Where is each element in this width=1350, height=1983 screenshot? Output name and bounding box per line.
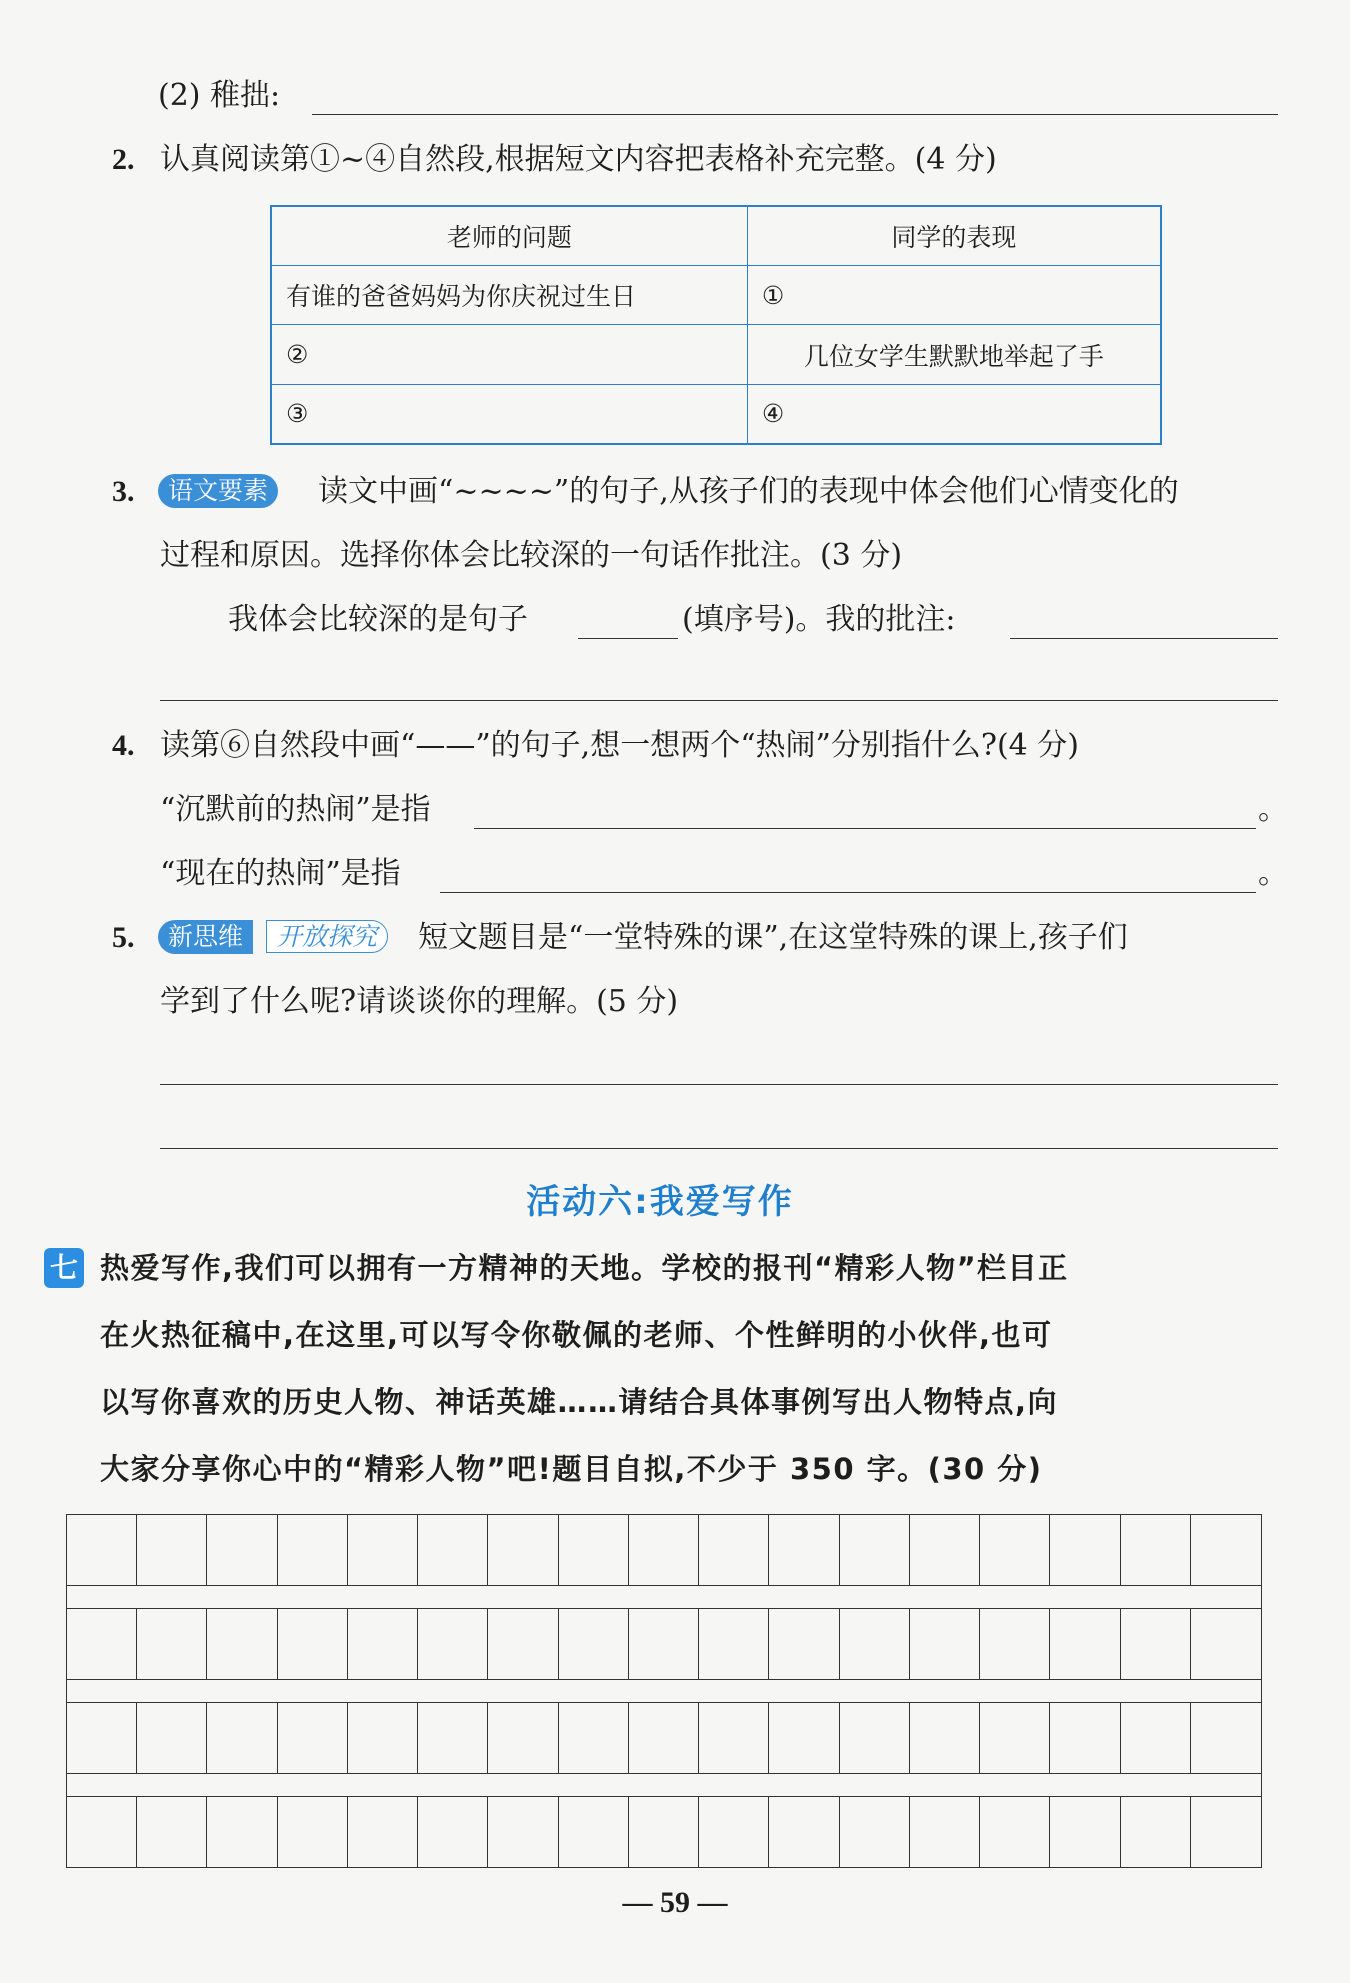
- q4-end-mark-a: 。: [1258, 792, 1288, 827]
- q7-line: 热爱写作,我们可以拥有一方精神的天地。学校的报刊“精彩人物”栏目正: [100, 1251, 1069, 1285]
- writing-grid-spacer: [66, 1680, 1262, 1702]
- writing-grid-row[interactable]: [66, 1702, 1262, 1774]
- table-row: [271, 266, 1161, 325]
- q2-text: 认真阅读第①~④自然段,根据短文内容把表格补充完整。(4 分): [160, 142, 997, 177]
- q3-number: 3.: [112, 475, 135, 508]
- table-cell[interactable]: ②: [271, 325, 747, 384]
- q3-annotation-line[interactable]: [1010, 638, 1278, 639]
- writing-grid-row[interactable]: [66, 1514, 1262, 1586]
- table-header-cell: 同学的表现: [747, 206, 1161, 266]
- q7-line: 在火热征稿中,在这里,可以写令你敬佩的老师、个性鲜明的小伙伴,也可: [100, 1318, 1053, 1352]
- page-number: — 59 —: [622, 1886, 728, 1919]
- q4-number: 4.: [112, 729, 135, 762]
- q4-text: 读第⑥自然段中画“——”的句子,想一想两个“热闹”分别指什么?(4 分): [160, 728, 1079, 763]
- table-cell[interactable]: ③: [271, 384, 747, 444]
- q5-tag-badge-secondary: 开放探究: [266, 920, 388, 953]
- q4-line-b-label: “现在的热闹”是指: [160, 856, 401, 891]
- q5-line-2: 学到了什么呢?请谈谈你的理解。(5 分): [160, 984, 679, 1019]
- q7-line: 以写你喜欢的历史人物、神话英雄……请结合具体事例写出人物特点,向: [100, 1385, 1059, 1419]
- q4-line-a-label: “沉默前的热闹”是指: [160, 792, 431, 827]
- q3-sentence-number-blank[interactable]: [578, 638, 678, 639]
- q5-answer-line-2[interactable]: [160, 1148, 1278, 1149]
- q5-answer-line-1[interactable]: [160, 1084, 1278, 1085]
- writing-grid-row[interactable]: [66, 1608, 1262, 1680]
- q4-answer-line-b[interactable]: [440, 892, 1256, 893]
- table-row: [271, 384, 1161, 444]
- writing-grid-spacer: [66, 1586, 1262, 1608]
- q3-prompt-a: 我体会比较深的是句子: [228, 602, 528, 637]
- q7-badge: 七: [44, 1248, 84, 1288]
- table-header-row: [271, 206, 1161, 266]
- q7-line: 大家分享你心中的“精彩人物”吧!题目自拟,不少于 350 字。(30 分): [100, 1452, 1043, 1486]
- q3-line-2: 过程和原因。选择你体会比较深的一句话作批注。(3 分): [160, 538, 903, 573]
- q2-number: 2.: [112, 143, 135, 176]
- q1-2-answer-line[interactable]: [312, 114, 1278, 115]
- writing-grid-spacer: [66, 1774, 1262, 1796]
- table-cell: 有谁的爸爸妈妈为你庆祝过生日: [271, 266, 747, 325]
- table-cell: 几位女学生默默地举起了手: [747, 325, 1161, 384]
- table-header-cell: 老师的问题: [271, 206, 747, 266]
- q4-end-mark-b: 。: [1258, 856, 1288, 891]
- writing-grid-row[interactable]: [66, 1796, 1262, 1868]
- q3-prompt-b: (填序号)。我的批注:: [682, 602, 956, 637]
- table-row: [271, 325, 1161, 384]
- table-cell[interactable]: ④: [747, 384, 1161, 444]
- q5-tag-badge: 新思维: [158, 920, 253, 954]
- table-cell[interactable]: ①: [747, 266, 1161, 325]
- q3-line-1: 读文中画“~~~~”的句子,从孩子们的表现中体会他们心情变化的: [318, 474, 1179, 509]
- q2-table: [270, 205, 1162, 445]
- q5-number: 5.: [112, 921, 135, 954]
- q3-tag-badge: 语文要素: [158, 474, 278, 508]
- q4-answer-line-a[interactable]: [474, 828, 1256, 829]
- q1-2-label: (2) 稚拙:: [158, 78, 281, 113]
- section-heading: 活动六:我爱写作: [526, 1182, 794, 1222]
- q3-annotation-line-2[interactable]: [160, 700, 1278, 701]
- q5-line-1: 短文题目是“一堂特殊的课”,在这堂特殊的课上,孩子们: [418, 920, 1128, 955]
